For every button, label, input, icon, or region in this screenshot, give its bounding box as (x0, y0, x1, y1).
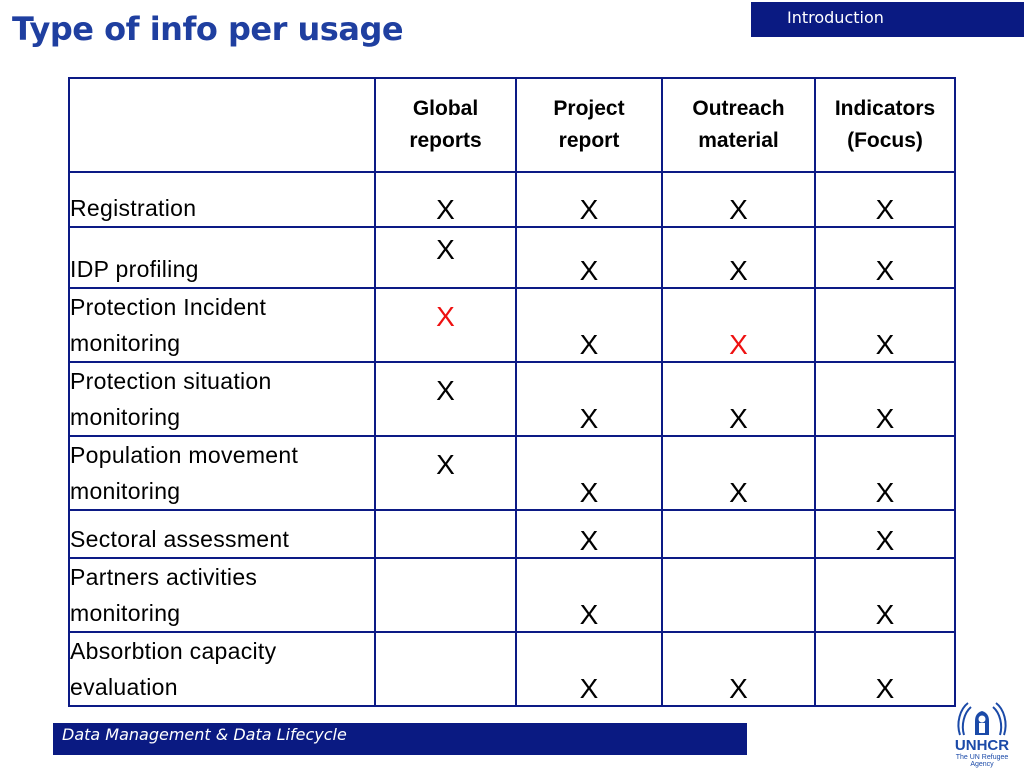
table-cell: X (815, 436, 955, 510)
table-cell: X (815, 510, 955, 558)
row-label: Protection situation monitoring (69, 362, 375, 436)
table-cell: X (375, 227, 516, 288)
table-cell: X (375, 172, 516, 227)
table-cell: X (375, 436, 516, 510)
table-cell: X (815, 227, 955, 288)
table-cell (375, 510, 516, 558)
header-outreach-material: Outreach material (662, 78, 815, 172)
table-cell: X (516, 510, 662, 558)
table-row (69, 510, 955, 558)
row-label: Sectoral assessment (69, 510, 375, 558)
logo-name: UNHCR (954, 737, 1010, 754)
table-cell: X (516, 172, 662, 227)
table-row (69, 362, 955, 436)
header-project-report: Project report (516, 78, 662, 172)
row-label: Partners activities monitoring (69, 558, 375, 632)
table-row (69, 227, 955, 288)
table-cell: X (662, 362, 815, 436)
table-cell: X (662, 632, 815, 706)
table-row (69, 172, 955, 227)
table-cell: X (815, 558, 955, 632)
row-label: Absorbtion capacity evaluation (69, 632, 375, 706)
table-cell: X (375, 288, 516, 362)
table-row (69, 558, 955, 632)
table-cell: X (815, 172, 955, 227)
footer-bar: Data Management & Data Lifecycle (53, 723, 747, 755)
table-cell: X (516, 632, 662, 706)
table-cell: X (662, 227, 815, 288)
table-cell: X (662, 172, 815, 227)
table-cell: X (516, 436, 662, 510)
table-cell: X (815, 632, 955, 706)
table-cell: X (516, 227, 662, 288)
row-label: Population movement monitoring (69, 436, 375, 510)
row-label: Protection Incident monitoring (69, 288, 375, 362)
table-cell (662, 558, 815, 632)
table-cell (375, 558, 516, 632)
table-row (69, 288, 955, 362)
slide-title: Type of info per usage (12, 10, 404, 48)
table-cell: X (662, 288, 815, 362)
table-cell: X (662, 436, 815, 510)
table-cell: X (516, 558, 662, 632)
table-cell: X (815, 362, 955, 436)
table-cell (375, 632, 516, 706)
table-cell: X (375, 362, 516, 436)
table-row (69, 632, 955, 706)
section-tag: Introduction (751, 2, 1024, 37)
header-global-reports: Global reports (375, 78, 516, 172)
logo-tagline: The UN Refugee Agency (955, 754, 1009, 768)
table-cell: X (516, 362, 662, 436)
table-header-row (69, 78, 955, 172)
row-label: IDP profiling (69, 227, 375, 288)
table-cell (662, 510, 815, 558)
header-corner-cell (69, 78, 375, 172)
table-cell: X (516, 288, 662, 362)
usage-table (68, 77, 956, 707)
row-label: Registration (69, 172, 375, 227)
header-indicators-focus: Indicators (Focus) (815, 78, 955, 172)
table-cell: X (815, 288, 955, 362)
table-row (69, 436, 955, 510)
